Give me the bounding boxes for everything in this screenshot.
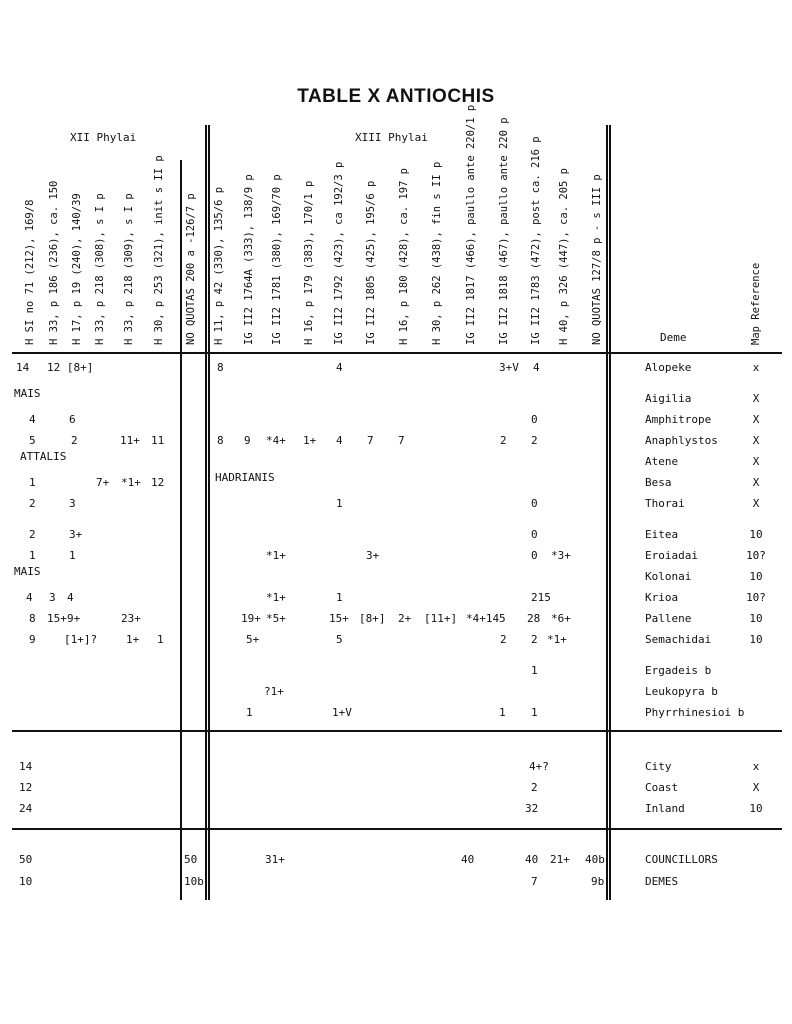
deme-name: Inland <box>645 802 685 815</box>
page-title: TABLE X ANTIOCHIS <box>297 86 495 107</box>
table-cell: 1 <box>29 476 36 489</box>
table-cell: 19+ <box>241 612 261 625</box>
table-cell: 4 <box>67 591 74 604</box>
table-cell: 14 <box>19 760 33 773</box>
table-cell: 8 <box>29 612 36 625</box>
deme-name: Phyrrhinesioi b <box>645 706 745 719</box>
tribe-label: HADRIANIS <box>215 471 275 484</box>
table-cell: 3 <box>69 497 76 510</box>
column-header: IG II2 1792 (423), ca 192/3 p <box>333 161 345 345</box>
column-header: H SI no 71 (212), 169/8 <box>24 199 36 345</box>
table-cell: [11+] <box>424 612 458 625</box>
table-cell: 1+ <box>303 434 317 447</box>
table-cell: 3+V <box>499 361 519 374</box>
table-cell: 2+ <box>398 612 412 625</box>
table-cell: 4 <box>336 361 343 374</box>
section-rule <box>12 828 782 830</box>
deme-name: Ergadeis b <box>645 664 712 677</box>
map-reference: X <box>752 392 760 405</box>
table-cell: 1 <box>157 633 164 646</box>
table-cell: 4 <box>336 434 343 447</box>
table-cell: 3+ <box>366 549 380 562</box>
map-reference: 10 <box>749 633 763 646</box>
table-cell: 50 <box>184 853 198 866</box>
table-cell: 7 <box>367 434 374 447</box>
deme-name: Pallene <box>645 612 692 625</box>
column-header: IG II2 1817 (466), paullo ante 220/1 p <box>465 104 477 345</box>
table-cell: 2 <box>531 633 538 646</box>
table-cell: ?1+ <box>264 685 284 698</box>
deme-name: Alopeke <box>645 361 692 374</box>
map-reference: 10? <box>746 591 766 604</box>
table-cell: *3+ <box>551 549 571 562</box>
map-reference: 10 <box>749 802 763 815</box>
table-cell: 0 <box>531 413 538 426</box>
table-cell: 1+ <box>126 633 140 646</box>
column-header: NO QUOTAS 127/8 p - s III p <box>591 174 603 345</box>
column-header: H 33, p 218 (308), s I p <box>94 193 106 345</box>
table-cell: 9b <box>591 875 605 888</box>
table-cell: 15+ <box>47 612 67 625</box>
deme-name: Eitea <box>645 528 679 541</box>
deme-name: Besa <box>645 476 672 489</box>
table-cell: *1+ <box>266 591 286 604</box>
table-cell: 32 <box>525 802 539 815</box>
table-cell: 3 <box>49 591 56 604</box>
deme-name: Amphitrope <box>645 413 712 426</box>
table-cell: 10b <box>184 875 204 888</box>
table-cell: *4+ <box>266 434 286 447</box>
table-cell: 9+ <box>67 612 81 625</box>
table-cell: 215 <box>531 591 551 604</box>
table-cell: 12 <box>19 781 33 794</box>
table-cell: 40 <box>525 853 539 866</box>
section-rule <box>12 730 782 732</box>
table-cell: 2 <box>71 434 78 447</box>
column-header: H 30, p 262 (438), fin s II p <box>431 161 443 345</box>
table-cell: 21+ <box>550 853 570 866</box>
table-cell: 5 <box>336 633 343 646</box>
table-cell: 5 <box>29 434 36 447</box>
table-cell: 0 <box>531 497 538 510</box>
table-cell: 4+? <box>529 760 549 773</box>
table-cell: 9 <box>29 633 36 646</box>
map-reference: 10 <box>749 570 763 583</box>
map-reference: X <box>752 413 760 426</box>
deme-name: Coast <box>645 781 679 794</box>
table-cell: 50 <box>19 853 33 866</box>
table-cell: 28 <box>527 612 541 625</box>
column-rule-double <box>606 125 608 900</box>
table-cell: 5+ <box>246 633 260 646</box>
table-cell: 1 <box>499 706 506 719</box>
table-cell: [8+] <box>359 612 386 625</box>
map-reference: X <box>752 455 760 468</box>
table-cell: 1 <box>531 664 538 677</box>
map-reference: 10 <box>749 612 763 625</box>
group-label-xiii: XIII Phylai <box>355 131 428 144</box>
table-cell: [1+]? <box>64 633 98 646</box>
table-cell: 1 <box>69 549 76 562</box>
column-header: H 40, p 326 (447), ca. 205 p <box>558 167 570 345</box>
table-cell: 1 <box>531 706 538 719</box>
table-cell: 0 <box>531 549 538 562</box>
table-cell: 11+ <box>120 434 140 447</box>
deme-name: COUNCILLORS <box>645 853 718 866</box>
header-rule <box>12 352 782 354</box>
column-header: H 33, p 186 (236), ca. 150 <box>48 180 60 345</box>
column-header: IG II2 1805 (425), 195/6 p <box>365 180 377 345</box>
table-cell: 7+ <box>96 476 110 489</box>
table-cell: 1 <box>336 591 343 604</box>
column-header: IG II2 1781 (380), 169/70 p <box>271 174 283 345</box>
map-reference: X <box>752 781 760 794</box>
table-cell: *1+ <box>266 549 286 562</box>
table-cell: 15+ <box>329 612 349 625</box>
table-cell: 5 <box>499 612 506 625</box>
deme-name: Aigilia <box>645 392 692 405</box>
table-cell: 12 [8+] <box>47 361 94 374</box>
table-cell: 2 <box>500 633 507 646</box>
table-cell: 2 <box>29 497 36 510</box>
map-reference: x <box>752 361 760 374</box>
table-cell: 2 <box>531 434 538 447</box>
table-cell: 1 <box>336 497 343 510</box>
tribe-label: ATTALIS <box>20 450 67 463</box>
table-cell: 14 <box>16 361 30 374</box>
column-rule-double <box>205 125 207 900</box>
table-cell: 1+V <box>332 706 352 719</box>
table-cell: 31+ <box>265 853 285 866</box>
table-cell: 40b <box>585 853 605 866</box>
deme-name: DEMES <box>645 875 679 888</box>
table-cell: 1 <box>29 549 36 562</box>
column-rule-double <box>609 125 611 900</box>
table-cell: 1 <box>246 706 253 719</box>
table-cell: *1+ <box>547 633 567 646</box>
column-header: H 30, p 253 (321), init s II p <box>153 155 165 345</box>
table-cell: 23+ <box>121 612 141 625</box>
map-reference: X <box>752 476 760 489</box>
table-cell: 8 <box>217 434 224 447</box>
column-header: H 17, p 19 (240), 140/39 <box>71 193 83 345</box>
table-cell: 6 <box>69 413 76 426</box>
map-reference: X <box>752 434 760 447</box>
table-cell: *6+ <box>551 612 571 625</box>
map-reference: X <box>752 497 760 510</box>
map-reference: x <box>752 760 760 773</box>
column-header: IG II2 1783 (472), post ca. 216 p <box>530 136 542 345</box>
table-cell: 4 <box>533 361 540 374</box>
table-cell: 2 <box>29 528 36 541</box>
column-header: Deme <box>660 331 687 344</box>
table-cell: 3+ <box>69 528 83 541</box>
table-cell: *5+ <box>266 612 286 625</box>
table-cell: *1+ <box>121 476 141 489</box>
deme-name: Eroiadai <box>645 549 698 562</box>
deme-name: Anaphlystos <box>645 434 718 447</box>
deme-name: Leukopyra b <box>645 685 718 698</box>
table-cell: 12 <box>151 476 165 489</box>
tribe-label: MAIS <box>14 565 41 578</box>
map-reference: 10 <box>749 528 763 541</box>
group-label-xii: XII Phylai <box>70 131 137 144</box>
column-header: H 33, p 218 (309), s I p <box>123 193 135 345</box>
deme-name: Krioa <box>645 591 679 604</box>
table-cell: 4 <box>26 591 33 604</box>
column-header: H 11, p 42 (330), 135/6 p <box>213 186 225 345</box>
table-cell: *4+14 <box>466 612 500 625</box>
column-rule-double <box>208 125 210 900</box>
table-cell: 10 <box>19 875 33 888</box>
table-cell: 40 <box>461 853 475 866</box>
table-cell: 2 <box>531 781 538 794</box>
table-cell: 7 <box>531 875 538 888</box>
column-rule <box>180 160 182 900</box>
deme-name: Semachidai <box>645 633 712 646</box>
deme-name: Atene <box>645 455 679 468</box>
deme-name: City <box>645 760 672 773</box>
table-cell: 8 <box>217 361 224 374</box>
map-reference: 10? <box>746 549 766 562</box>
table-cell: 2 <box>500 434 507 447</box>
column-header: Map Reference <box>750 262 762 345</box>
tribe-label: MAIS <box>14 387 41 400</box>
table-cell: 7 <box>398 434 405 447</box>
table-cell: 24 <box>19 802 33 815</box>
column-header: IG II2 1764A (333), 138/9 p <box>243 174 255 345</box>
column-header: H 16, p 179 (383), 170/1 p <box>303 180 315 345</box>
column-header: NO QUOTAS 200 a -126/7 p <box>185 193 197 345</box>
table-cell: 11 <box>151 434 165 447</box>
table-cell: 9 <box>244 434 251 447</box>
column-header: H 16, p 180 (428), ca. 197 p <box>398 167 410 345</box>
deme-name: Kolonai <box>645 570 692 583</box>
table-cell: 0 <box>531 528 538 541</box>
table-cell: 4 <box>29 413 36 426</box>
deme-name: Thorai <box>645 497 685 510</box>
column-header: IG II2 1818 (467), paullo ante 220 p <box>498 117 510 345</box>
